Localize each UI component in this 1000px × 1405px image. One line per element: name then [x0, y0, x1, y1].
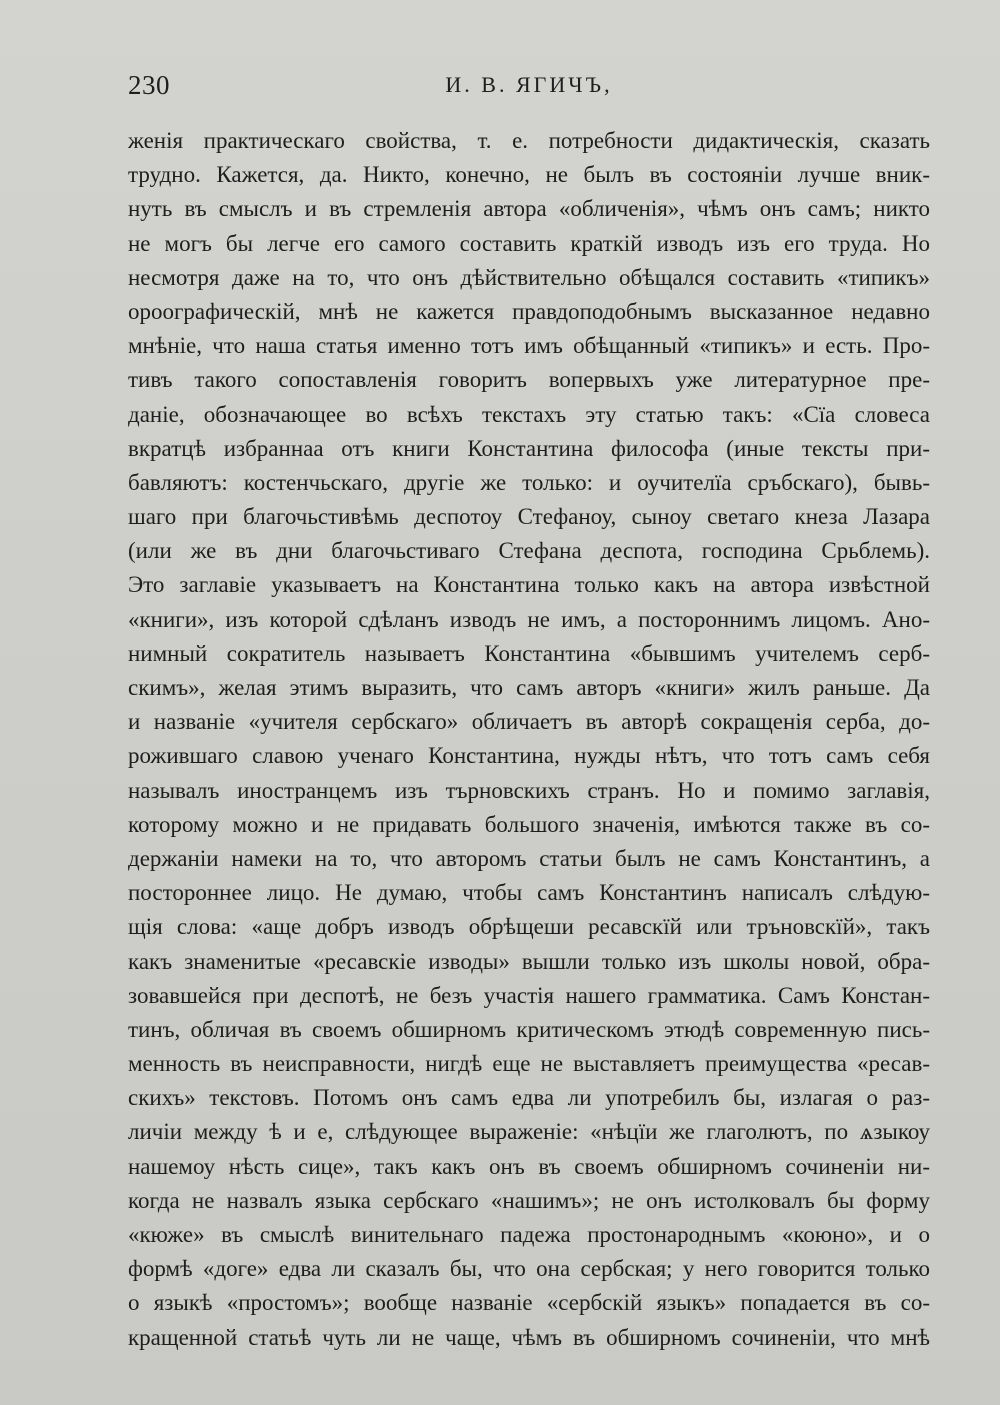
text-line: «книги», изъ которой сдѣланъ изводъ не имъ, а постороннимъ лицомъ. Ано-	[128, 606, 930, 632]
running-title: И. В. ЯГИЧЪ,	[445, 72, 613, 97]
text-line: тивъ такого сопоставленія говоритъ вопервыхъ уже литературное пре-	[128, 367, 930, 393]
text-line: шаго при благочьстивѣмь деспотоу Стефаноу, сыноу светаго кнеза Лазара	[128, 504, 930, 530]
text-line: нуть въ смыслъ и въ стремленія автора «обличенія», чѣмъ онъ самъ; никто	[128, 196, 930, 222]
text-line: Это заглавіе указываетъ на Константина только какъ на автора извѣстной	[128, 572, 930, 598]
text-line: менность въ неисправности, нигдѣ еще не выставляетъ преимущества «ресав-	[128, 1051, 930, 1077]
text-line: нимный сократитель называетъ Константина «бывшимъ учителемъ серб-	[128, 640, 930, 666]
running-head	[128, 70, 930, 106]
text-line: формѣ «доге» едва ли сказалъ бы, что она сербская; у него говорится только	[128, 1256, 930, 1282]
text-line: зовавшейся при деспотѣ, не безъ участія нашего грамматика. Самъ Констан-	[128, 982, 930, 1008]
text-line: щія слова: «аще добръ изводъ обрѣщеши ресавскїй или тръновскїй», такъ	[128, 914, 930, 940]
page-number: 230	[128, 70, 170, 100]
text-line: несмотря даже на то, что онъ дѣйствительно обѣщался составить «типикъ»	[128, 264, 930, 290]
text-line: держаніи намеки на то, что авторомъ статьи былъ не самъ Константинъ, а	[128, 845, 930, 871]
text-line: трудно. Кажется, да. Никто, конечно, не былъ въ состояніи лучше вник-	[128, 162, 930, 188]
text-line: не могъ бы легче его самого составить краткій изводъ изъ его труда. Но	[128, 230, 930, 256]
text-line: нашемоу нѣсть сице», такъ какъ онъ въ своемъ обширномъ сочиненіи ни-	[128, 1153, 930, 1179]
text-line: мнѣніе, что наша статья именно тотъ имъ обѣщанный «типикъ» и есть. Про-	[128, 333, 930, 359]
text-line: которому можно и не придавать большого значенія, имѣются также въ со-	[128, 811, 930, 837]
text-line: личіи между ѣ и е, слѣдующее выраженіе: «нѣцїи же глаголютъ, по ѧзыкоу	[128, 1119, 930, 1145]
text-line: о языкѣ «простомъ»; вообще названіе «сербскій языкъ» попадается въ со-	[128, 1290, 930, 1316]
text-line: ороографическій, мнѣ не кажется правдоподобнымъ высказанное недавно	[128, 298, 930, 324]
text-line: кращенной статьѣ чуть ли не чаще, чѣмъ въ обширномъ сочиненіи, что мнѣ	[128, 1324, 930, 1350]
text-line: рожившаго славою ученаго Константина, нужды нѣтъ, что тотъ самъ себя	[128, 743, 930, 769]
text-line: какъ знаменитые «ресавскіе изводы» вышли только изъ школы новой, обра-	[128, 948, 930, 974]
text-line: скимъ», желая этимъ выразить, что самъ авторъ «книги» жилъ раньше. Да	[128, 675, 930, 700]
text-line: вкратцѣ избраннаа отъ книги Константина философа (иные тексты при-	[128, 435, 930, 461]
text-line: тинъ, обличая въ своемъ обширномъ критическомъ этюдѣ современную пись-	[128, 1016, 930, 1042]
text-line: «кюже» въ смыслѣ винительнаго падежа простонароднымъ «коюно», и о	[128, 1222, 930, 1247]
text-line: постороннее лицо. Не думаю, чтобы самъ Константинъ написалъ слѣдую-	[128, 880, 930, 906]
text-line: и названіе «учителя сербскаго» обличаетъ въ авторѣ сокращенія серба, до-	[128, 709, 930, 735]
text-line: (или же въ дни благочьстиваго Стефана деспота, господина Срьблемь).	[128, 538, 930, 564]
text-line: женія практическаго свойства, т. е. потребности дидактическія, сказать	[128, 128, 930, 153]
body-text	[128, 124, 930, 1355]
text-line: скихъ» текстовъ. Потомъ онъ самъ едва ли употребилъ бы, излагая о раз-	[128, 1085, 930, 1111]
text-line: бавляютъ: костенчьскаго, другіе же только: и оучителїа сръбскаго), бывь-	[128, 469, 930, 495]
text-line: называлъ иностранцемъ изъ търновскихъ странъ. Но и помимо заглавія,	[128, 777, 930, 803]
text-line: даніе, обозначающее во всѣхъ текстахъ эту статью такъ: «Сїа словеса	[128, 401, 930, 427]
text-line: когда не назвалъ языка сербскаго «нашимъ»; не онъ истолковалъ бы форму	[128, 1187, 930, 1213]
